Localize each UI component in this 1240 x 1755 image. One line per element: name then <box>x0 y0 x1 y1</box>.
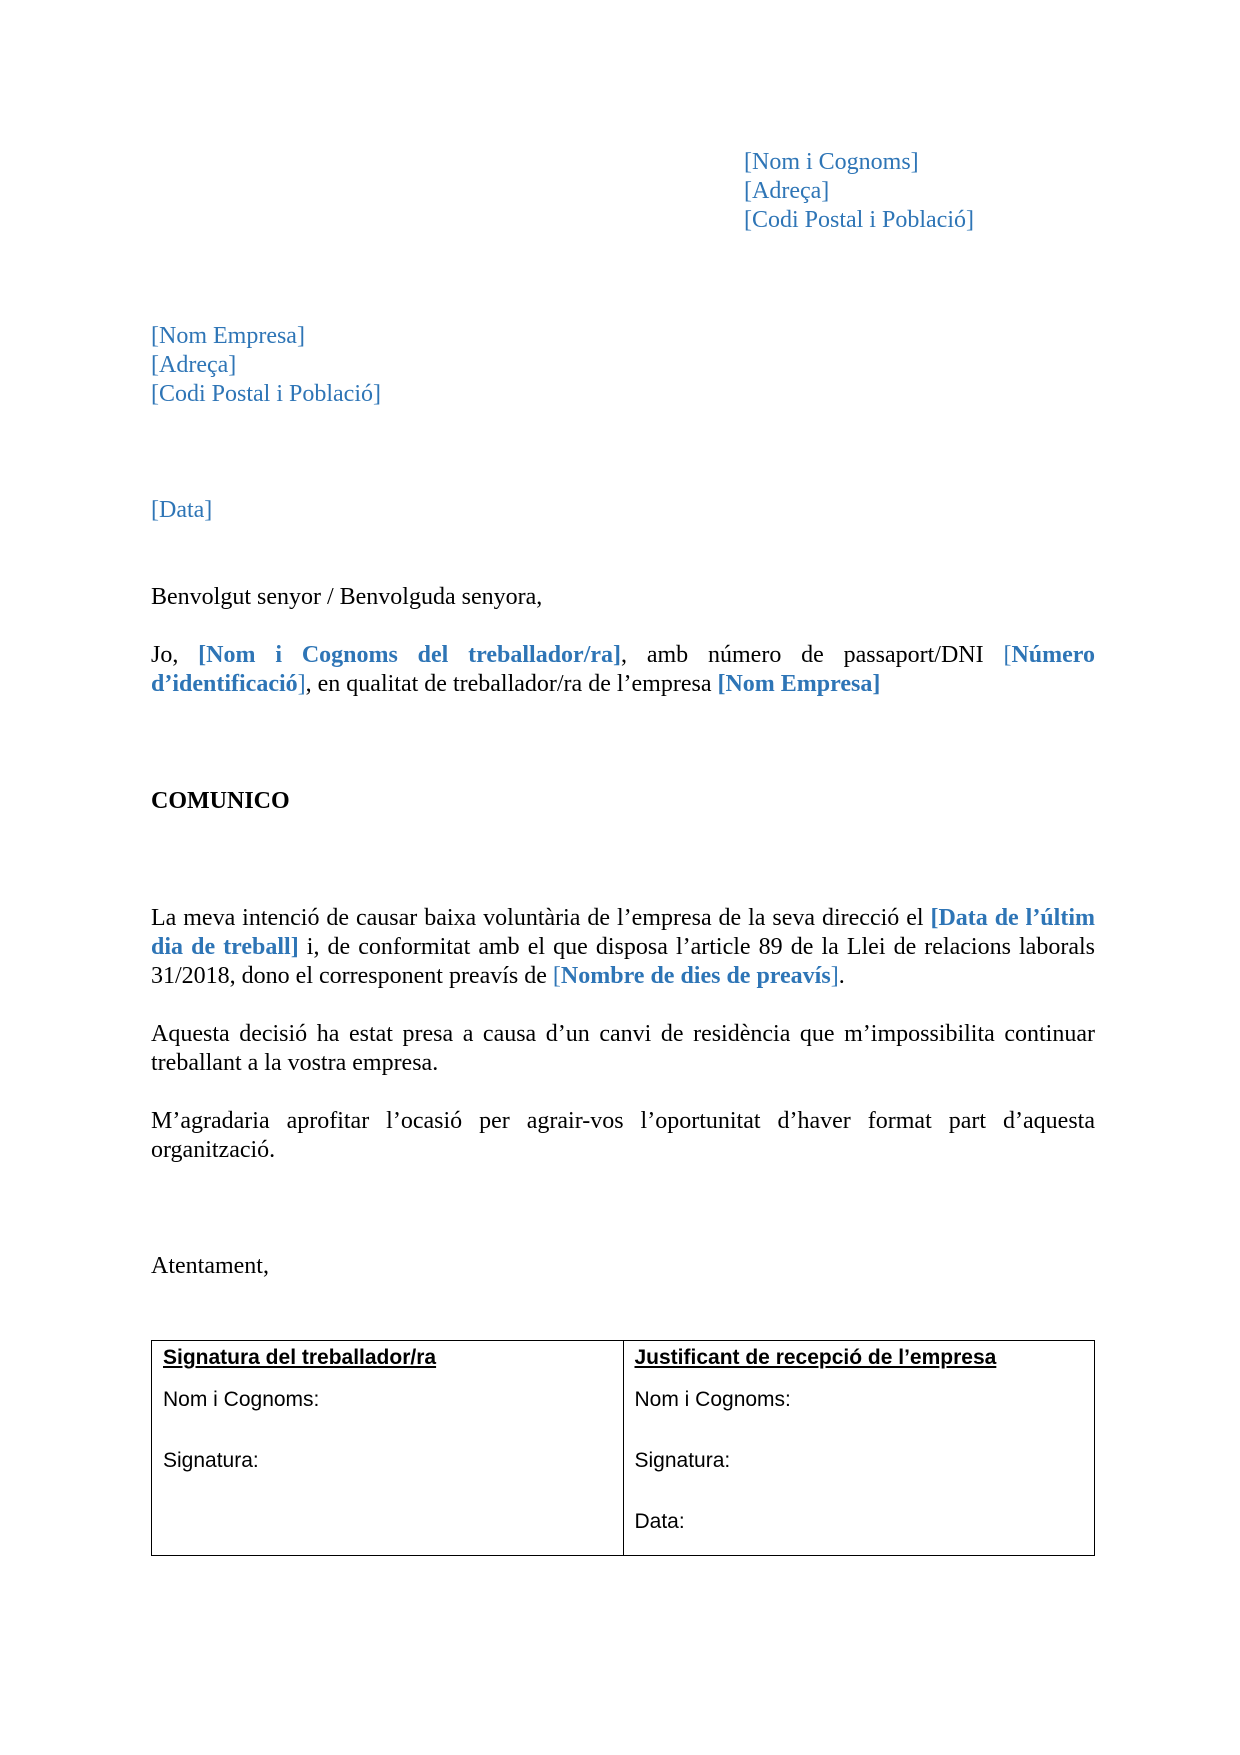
intro-text-3: , en qualitat de treballador/ra de l’empresa <box>305 671 718 697</box>
body-paragraph-3: M’agradaria aprofitar l’ocasió per agrair-vos l’oportunitat d’haver format part d’aquesta organització. <box>151 1108 1095 1163</box>
body1-text-1: La meva intenció de causar baixa voluntària de l’empresa de la seva direcció el <box>151 905 931 931</box>
closing: Atentament, <box>151 1253 269 1279</box>
recipient-block <box>151 322 381 409</box>
company-signature-label: Signatura: <box>634 1449 731 1472</box>
signature-table <box>151 1340 1095 1556</box>
worker-signature-label: Signatura: <box>163 1449 259 1472</box>
notice-close-bracket: ] <box>830 963 839 989</box>
recipient-address: [Adreça] <box>151 352 237 378</box>
worker-name-placeholder: [Nom i Cognoms del treballador/ra] <box>198 642 622 668</box>
worker-signature-cell <box>152 1341 624 1556</box>
id-close-bracket: ] <box>297 671 306 697</box>
sender-block <box>744 148 974 235</box>
worker-signature-title: Signatura del treballador/ra <box>163 1346 437 1369</box>
body-paragraph-1 <box>151 904 1095 991</box>
company-date-label: Data: <box>634 1510 685 1533</box>
company-placeholder: [Nom Empresa] <box>717 671 881 697</box>
worker-name-label: Nom i Cognoms: <box>163 1388 320 1411</box>
last-day-placeholder: [Data de l’últim dia de treball] <box>151 905 1095 960</box>
recipient-postal: [Codi Postal i Població] <box>151 381 381 407</box>
sender-postal: [Codi Postal i Població] <box>744 207 974 233</box>
intro-text-1: Jo, <box>151 642 199 668</box>
greeting: Benvolgut senyor / Benvolguda senyora, <box>151 584 543 610</box>
section-heading: COMUNICO <box>151 788 290 814</box>
intro-paragraph <box>151 641 1095 699</box>
notice-open-bracket: [ <box>552 963 561 989</box>
company-receipt-title: Justificant de recepció de l’empresa <box>634 1346 997 1369</box>
company-name-label: Nom i Cognoms: <box>634 1388 791 1411</box>
body-paragraph-2: Aquesta decisió ha estat presa a causa d’un canvi de residència que m’impossibilita continuar treballant a la vostra empresa. <box>151 1021 1095 1076</box>
body1-text-3: . <box>838 963 845 989</box>
intro-text-2: , amb número de passaport/DNI <box>621 642 1004 668</box>
id-number-placeholder: Número d’identificació <box>151 642 1095 697</box>
body1-text-2: i, de conformitat amb el que disposa l’article 89 de la Llei de relacions laborals 31/2018, dono el corresponent preavís de <box>151 934 1095 989</box>
id-open-bracket: [ <box>1003 642 1012 668</box>
company-receipt-cell <box>623 1341 1095 1556</box>
notice-days-placeholder: Nombre de dies de preavís <box>560 963 831 989</box>
recipient-company: [Nom Empresa] <box>151 323 305 349</box>
letter-date: [Data] <box>151 497 213 523</box>
sender-address: [Adreça] <box>744 178 830 204</box>
sender-name: [Nom i Cognoms] <box>744 149 919 175</box>
